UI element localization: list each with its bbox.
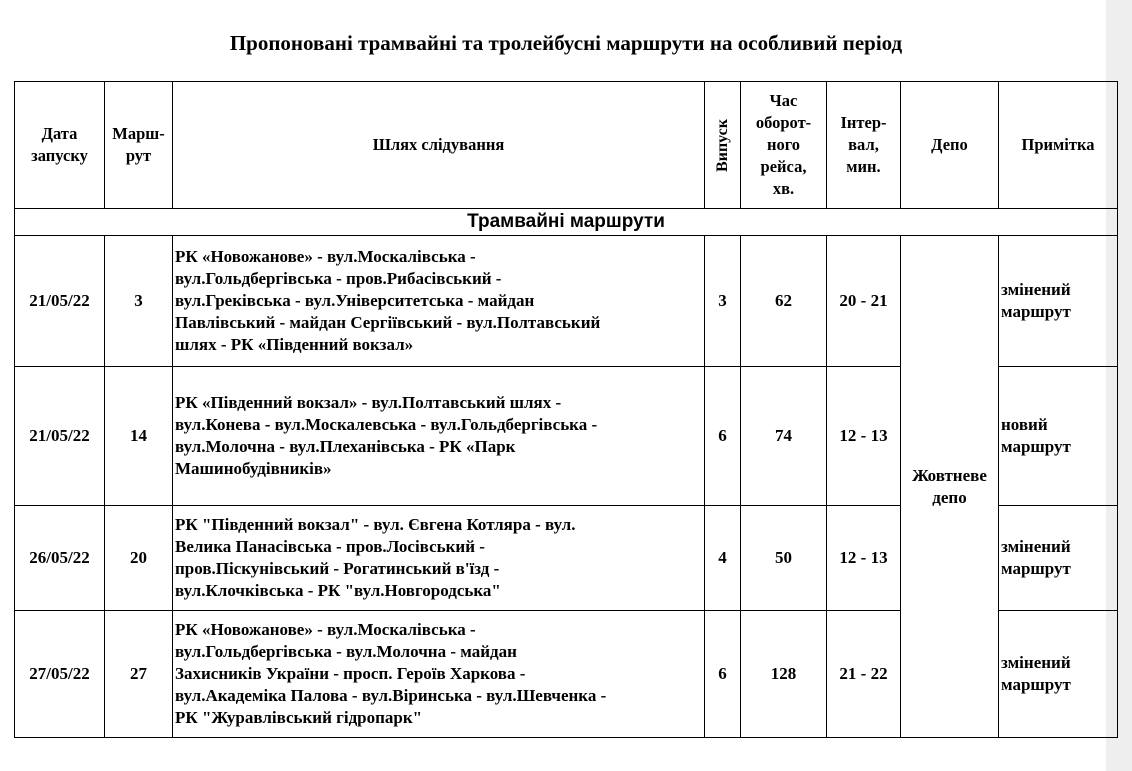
cell-turnaround: 128 <box>741 611 827 738</box>
cell-path: РК «Південний вокзал» - вул.Полтавський шлях - вул.Конева - вул.Москалевська - вул.Гольдбергівська - вул.Молочна - вул.Плеханівська - РК «Парк Машинобудівників» <box>173 367 705 506</box>
cell-path: РК «Новожанове» - вул.Москалівська - вул.Гольдбергівська - пров.Рибасівський - вул.Греківська - вул.Університетська - майдан Павлівський - майдан Сергіївський - вул.Полтавський шлях - РК «Південний вокзал» <box>173 236 705 367</box>
cell-note: змінений маршрут <box>999 236 1118 367</box>
header-note: Примітка <box>999 82 1118 209</box>
cell-route: 14 <box>105 367 173 506</box>
cell-note: новий маршрут <box>999 367 1118 506</box>
cell-interval: 21 - 22 <box>827 611 901 738</box>
header-release: Випуск <box>705 82 741 209</box>
header-interval: Інтер- вал, мин. <box>827 82 901 209</box>
cell-interval: 12 - 13 <box>827 367 901 506</box>
cell-depot: Жовтневе депо <box>901 236 999 738</box>
header-depot: Депо <box>901 82 999 209</box>
cell-turnaround: 50 <box>741 506 827 611</box>
cell-interval: 12 - 13 <box>827 506 901 611</box>
cell-release: 4 <box>705 506 741 611</box>
cell-date: 27/05/22 <box>15 611 105 738</box>
section-row <box>15 209 1118 236</box>
cell-path: РК «Новожанове» - вул.Москалівська - вул.Гольдбергівська - вул.Молочна - майдан Захисників України - просп. Героїв Харкова - вул.Академіка Палова - вул.Віринська - вул.Шевченка - РК "Журавлівський гідропарк" <box>173 611 705 738</box>
header-route: Марш- рут <box>105 82 173 209</box>
header-turnaround: Час оборот- ного рейса, хв. <box>741 82 827 209</box>
cell-date: 21/05/22 <box>15 236 105 367</box>
cell-interval: 20 - 21 <box>827 236 901 367</box>
header-row <box>15 82 1118 209</box>
cell-release: 3 <box>705 236 741 367</box>
cell-turnaround: 74 <box>741 367 827 506</box>
table-row <box>15 236 1118 367</box>
cell-note: змінений маршрут <box>999 611 1118 738</box>
cell-route: 20 <box>105 506 173 611</box>
page-title: Пропоновані трамвайні та тролейбусні маршрути на особливий період <box>229 31 903 55</box>
cell-release: 6 <box>705 367 741 506</box>
cell-turnaround: 62 <box>741 236 827 367</box>
cell-date: 21/05/22 <box>15 367 105 506</box>
section-title: Трамвайні маршрути <box>15 209 1118 236</box>
header-path: Шлях слідування <box>173 82 705 209</box>
cell-path: РК "Південний вокзал" - вул. Євгена Котляра - вул. Велика Панасівська - пров.Лосівський - пров.Піскунівський - Рогатинський в'їзд - вул.Клочківська - РК "вул.Новгородська" <box>173 506 705 611</box>
header-date: Дата запуску <box>15 82 105 209</box>
cell-date: 26/05/22 <box>15 506 105 611</box>
cell-note: змінений маршрут <box>999 506 1118 611</box>
cell-release: 6 <box>705 611 741 738</box>
cell-route: 27 <box>105 611 173 738</box>
cell-route: 3 <box>105 236 173 367</box>
routes-table <box>14 81 1118 738</box>
